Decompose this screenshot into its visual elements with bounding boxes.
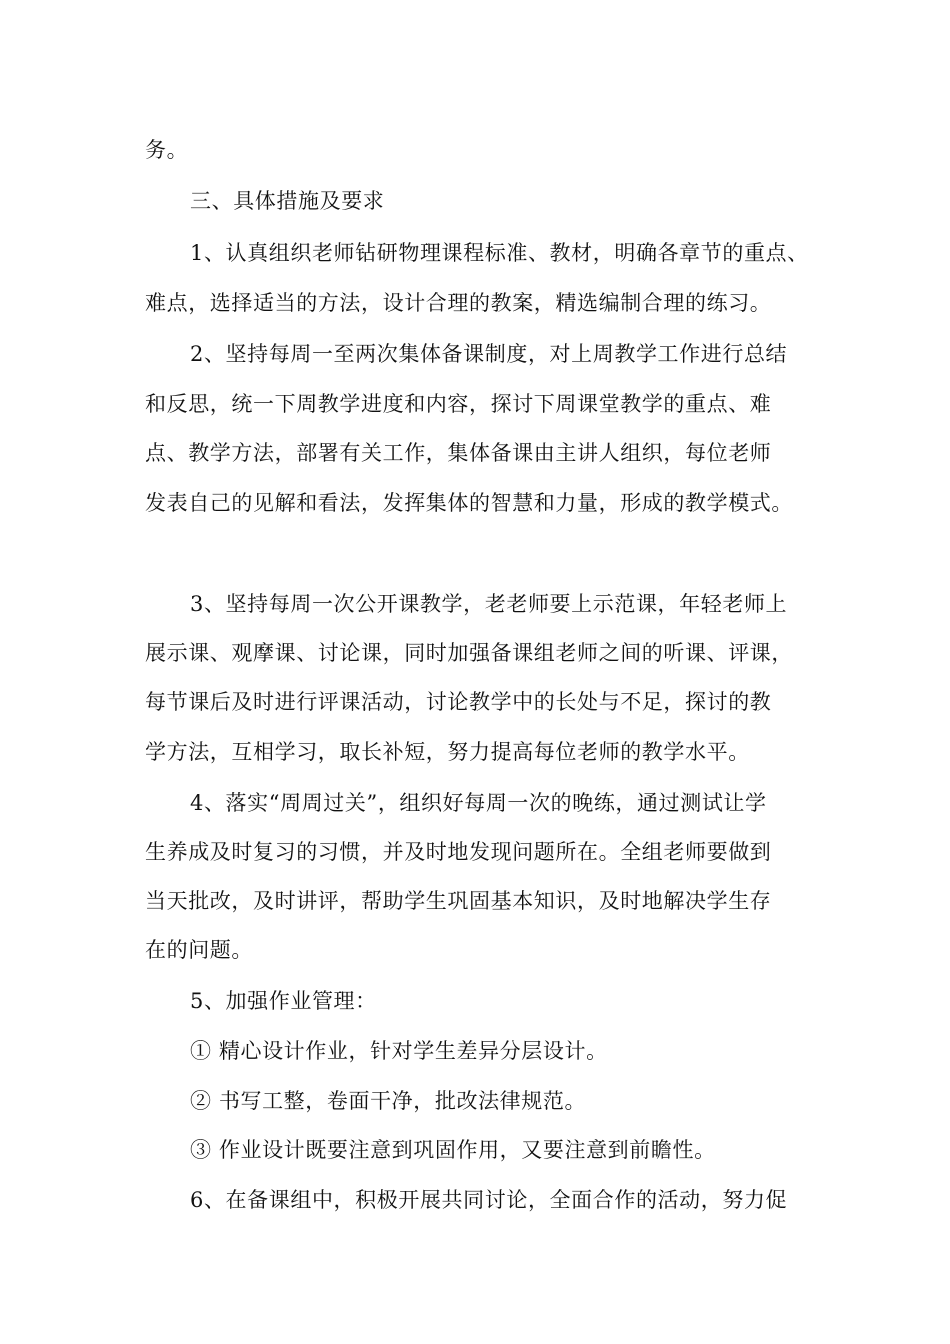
text-line: 学方法，互相学习，取长补短，努力提高每位老师的教学水平。 [145,740,750,764]
section-heading: 三、具体措施及要求 [190,189,385,213]
text-line: 发表自己的见解和看法，发挥集体的智慧和力量，形成的教学模式。 [145,491,793,515]
text-line: 2、坚持每周一至两次集体备课制度，对上周教学工作进行总结 [190,342,788,366]
text-line: 务。 [145,138,189,162]
list-item: ① 精心设计作业，针对学生差异分层设计。 [190,1039,608,1063]
text-line: 4、落实“周周过关”，组织好每周一次的晚练，通过测试让学 [190,791,767,815]
list-item: ③ 作业设计既要注意到巩固作用，又要注意到前瞻性。 [190,1138,716,1162]
text-line: 点、教学方法，部署有关工作，集体备课由主讲人组织，每位老师 [145,441,772,465]
text-line: 当天批改，及时讲评，帮助学生巩固基本知识，及时地解决学生存 [145,889,772,913]
text-line: 6、在备课组中，积极开展共同讨论，全面合作的活动，努力促 [190,1188,788,1212]
text-line: 1、认真组织老师钻研物理课程标准、教材，明确各章节的重点、 [190,241,809,265]
text-line: 生养成及时复习的习惯，并及时地发现问题所在。全组老师要做到 [145,840,772,864]
text-line: 和反思，统一下周教学进度和内容，探讨下周课堂教学的重点、难 [145,392,772,416]
text-line: 5、加强作业管理： [190,989,377,1013]
text-line: 难点，选择适当的方法，设计合理的教案，精选编制合理的练习。 [145,291,772,315]
list-item: ② 书写工整，卷面干净，批改法律规范。 [190,1089,587,1113]
text-line: 每节课后及时进行评课活动，讨论教学中的长处与不足，探讨的教 [145,690,772,714]
text-line: 在的问题。 [145,938,253,962]
text-line: 3、坚持每周一次公开课教学，老老师要上示范课，年轻老师上 [190,592,788,616]
text-line: 展示课、观摩课、讨论课，同时加强备课组老师之间的听课、评课， [145,641,793,665]
